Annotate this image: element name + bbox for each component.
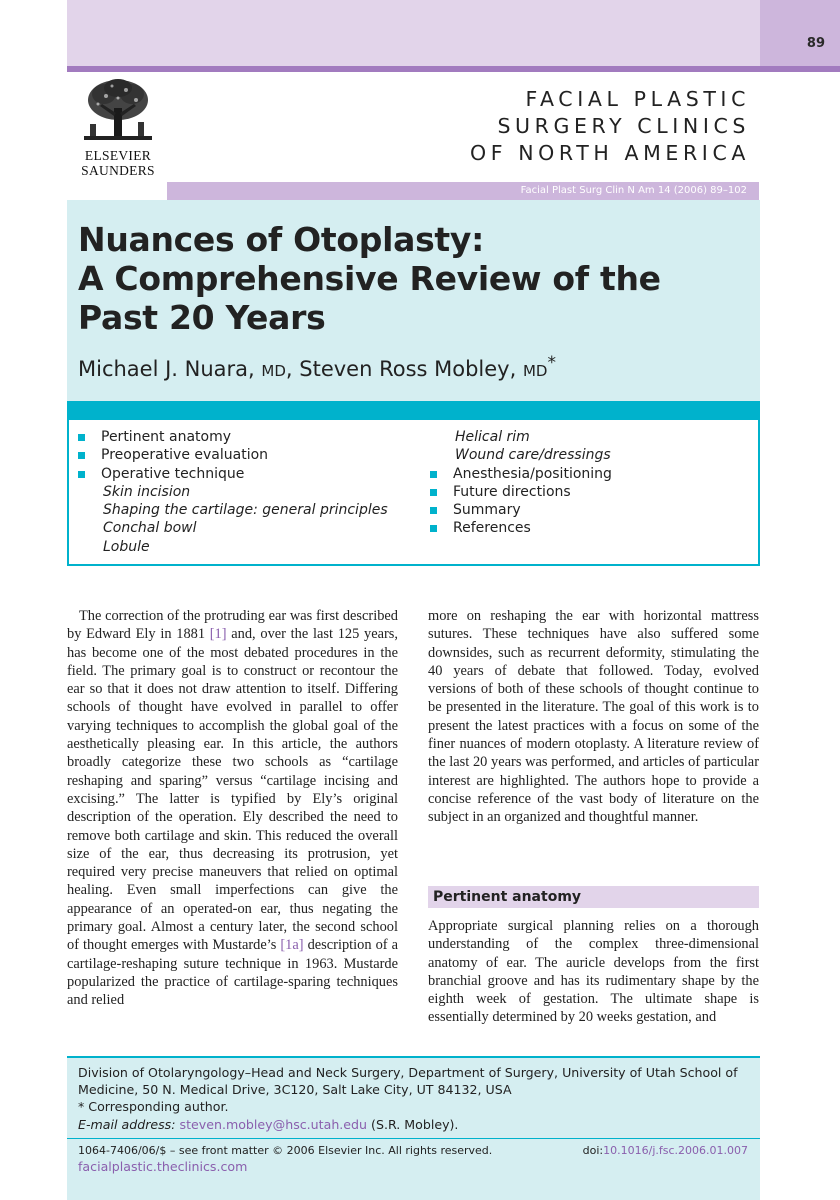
title-line: Past 20 Years bbox=[78, 298, 326, 337]
journal-website-link[interactable]: facialplastic.theclinics.com bbox=[78, 1159, 248, 1174]
page-number-box bbox=[760, 0, 840, 66]
footer-divider bbox=[67, 1138, 760, 1139]
header-rule bbox=[67, 66, 840, 72]
reference-link[interactable]: [1] bbox=[209, 626, 227, 643]
publisher-line: SAUNDERS bbox=[81, 163, 155, 178]
outline-item-label: Skin incision bbox=[103, 483, 191, 500]
author-degree: MD bbox=[261, 362, 286, 380]
affiliation-block bbox=[78, 1064, 750, 1133]
journal-title-line: SURGERY CLINICS bbox=[497, 114, 750, 138]
doi-line bbox=[500, 1144, 748, 1157]
email-link[interactable]: steven.mobley@hsc.utah.edu bbox=[179, 1116, 368, 1132]
outline-item-label: Anesthesia/positioning bbox=[453, 465, 612, 482]
outline-item-label: References bbox=[453, 520, 531, 537]
corresponding-author: * Corresponding author. bbox=[78, 1099, 229, 1115]
outline-item-label: Conchal bowl bbox=[103, 520, 197, 537]
square-bullet-icon bbox=[430, 471, 437, 478]
email-label: E-mail address: bbox=[78, 1116, 176, 1132]
outline-subitem[interactable] bbox=[430, 428, 760, 446]
page-number: 89 bbox=[806, 36, 825, 51]
square-bullet-icon bbox=[78, 452, 85, 459]
header-band bbox=[67, 0, 760, 66]
body-column-left bbox=[67, 607, 398, 1010]
outline-subitem[interactable] bbox=[78, 519, 418, 537]
body-text: and, over the last 125 years, has become one of the most debated procedures in the field. The primary goal is to construct or recontour the ear so that it does not draw attention to itself. Differing schools of thought have evolved in parallel to offer varying techniques to accomplish the global goal of the aesthetically pleasing ear. In this article, the authors broadly categorize these two schools as “cartilage reshaping and sparing” versus “cartilage incising and excising.” The latter is typified by Ely’s original description of the operation. Ely described the need to remove both cartilage and skin. This reduced the overall size of the ear, thus decreasing its protrusion, yet required very precise maneuvers that relied on optimal healing. Even small imperfections can give the appearance of an operated-on ear, thus negating the primary goal. Almost a century later, the second school of thought emerges with Mustarde’s bbox=[67, 626, 398, 954]
outline-list-left bbox=[78, 428, 418, 556]
outline-item-label: Helical rim bbox=[455, 429, 530, 445]
doi-label: doi: bbox=[582, 1144, 604, 1157]
body-text: description of a cartilage-reshaping suture technique in 1963. Mustarde popularized the practice of cartilage-sparing techniques and relied bbox=[67, 937, 398, 1009]
author-name: Steven Ross Mobley, bbox=[299, 357, 517, 381]
body-column-right-section: Appropriate surgical planning relies on a thorough understanding of the complex three-dimensional anatomy of ear. The auricle develops from the first branchial groove and has its rudimentary shape by the eighth week of gestation. The ultimate shape is essentially determined by 20 weeks gestation, and bbox=[428, 918, 759, 1026]
affiliation: Division of Otolaryngology–Head and Neck Surgery, Department of Surgery, University of Utah School of Medicine, 50 N. Medical Drive, 3C120, Salt Lake City, UT 84132, USA bbox=[78, 1065, 738, 1098]
reference-link[interactable]: [1a] bbox=[280, 937, 304, 954]
journal-title bbox=[420, 86, 750, 167]
copyright: 1064-7406/06/$ – see front matter © 2006 Elsevier Inc. All rights reserved. bbox=[78, 1144, 493, 1157]
outline-subitem[interactable] bbox=[78, 483, 418, 501]
outline-item[interactable] bbox=[78, 465, 418, 483]
outline-item[interactable] bbox=[430, 465, 760, 483]
outline-item-label: Shaping the cartilage: general principles bbox=[103, 502, 388, 519]
outline-item[interactable] bbox=[430, 501, 760, 519]
outline-item-label: Future directions bbox=[453, 483, 571, 500]
publisher-name bbox=[76, 148, 160, 178]
outline-item-label: Lobule bbox=[103, 538, 150, 555]
outline-item-label: Wound care/dressings bbox=[455, 447, 611, 464]
outline-item[interactable] bbox=[430, 519, 760, 537]
section-heading: Pertinent anatomy bbox=[433, 889, 582, 905]
body-text: The correction of the protruding ear was first described by Edward Ely in 1881 bbox=[67, 608, 398, 643]
author-name: Michael J. Nuara, bbox=[78, 357, 255, 381]
outline-subitem[interactable] bbox=[78, 538, 418, 556]
author-degree: MD bbox=[522, 362, 548, 380]
square-bullet-icon bbox=[430, 525, 437, 532]
outline-item-label: Preoperative evaluation bbox=[101, 447, 269, 464]
outline-item[interactable] bbox=[430, 483, 760, 501]
outline-item-label: Pertinent anatomy bbox=[101, 429, 231, 445]
outline-list-right bbox=[430, 428, 760, 538]
citation: Facial Plast Surg Clin N Am 14 (2006) 89–102 bbox=[520, 185, 747, 196]
email-line bbox=[78, 1116, 750, 1133]
outline-subitem[interactable] bbox=[430, 446, 760, 464]
journal-title-line: FACIAL PLASTIC bbox=[525, 87, 750, 111]
square-bullet-icon bbox=[78, 434, 85, 441]
doi-link[interactable]: 10.1016/j.fsc.2006.01.007 bbox=[603, 1144, 748, 1157]
square-bullet-icon bbox=[430, 489, 437, 496]
outline-item-label: Operative technique bbox=[101, 465, 245, 482]
author-list: Michael J. Nuara, MD, Steven Ross Mobley, MD* bbox=[78, 353, 556, 381]
outline-subitem[interactable] bbox=[78, 501, 418, 519]
square-bullet-icon bbox=[78, 471, 85, 478]
body-column-right: more on reshaping the ear with horizontal mattress sutures. These techniques have also suffered some downsides, such as recurrent deformity, stimulating the 40 years of debate that followed. Today, evolved versions of both of these schools of thought continue to be presented in the literature. The goal of this work is to present the latest practices with a focus on some of the finer nuances of modern otoplasty. A literature review of the last 20 years was performed, and articles of particular interest are highlighted. The authors hope to provide a concise reference of the vast body of literature on the subject in an organized and thoughtful manner. bbox=[428, 608, 759, 826]
journal-title-line: OF NORTH AMERICA bbox=[469, 141, 750, 165]
square-bullet-icon bbox=[430, 507, 437, 514]
outline-item[interactable] bbox=[78, 446, 418, 464]
email-suffix: (S.R. Mobley). bbox=[367, 1116, 459, 1132]
outline-header-bar bbox=[67, 401, 760, 420]
article-title bbox=[78, 220, 748, 337]
outline-item[interactable] bbox=[78, 428, 418, 446]
outline-item-label: Summary bbox=[453, 502, 521, 519]
title-line: A Comprehensive Review of the bbox=[78, 259, 661, 298]
title-line: Nuances of Otoplasty: bbox=[78, 220, 484, 259]
corresponding-mark: * bbox=[547, 353, 556, 373]
footer-rule bbox=[67, 1056, 760, 1058]
publisher-line: ELSEVIER bbox=[84, 148, 152, 163]
